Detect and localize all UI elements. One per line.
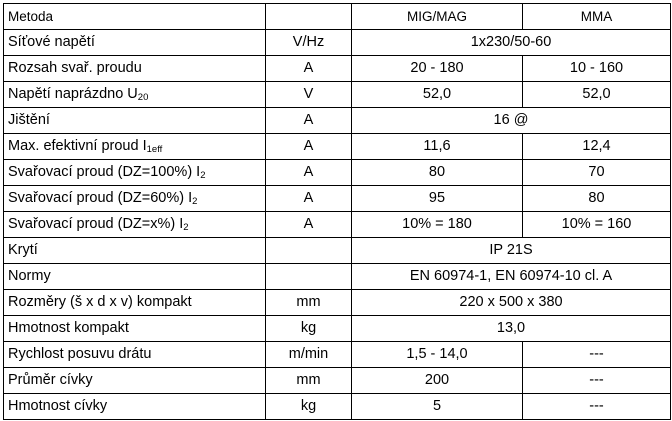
table-row xyxy=(4,82,671,108)
unit-cell: mm xyxy=(266,290,352,316)
value-cell-mig-mag: 10% = 180 xyxy=(352,212,523,238)
table-row xyxy=(4,56,671,82)
unit-cell: A xyxy=(266,160,352,186)
param-label: Jištění xyxy=(8,112,50,128)
value-cell-mma: --- xyxy=(523,342,671,368)
table-row xyxy=(4,368,671,394)
table-row xyxy=(4,238,671,264)
value-cell-merged: EN 60974-1, EN 60974-10 cl. A xyxy=(352,264,671,290)
value-cell-merged: 16 @ xyxy=(352,108,671,134)
table-row xyxy=(4,160,671,186)
header-mig-mag-cell: MIG/MAG xyxy=(352,4,523,30)
param-cell xyxy=(4,134,266,160)
unit-cell: A xyxy=(266,134,352,160)
unit-cell: V xyxy=(266,82,352,108)
spec-table xyxy=(3,3,671,420)
value-cell-merged: IP 21S xyxy=(352,238,671,264)
param-cell xyxy=(4,82,266,108)
param-label: Svařovací proud (DZ=x%) I xyxy=(8,216,184,232)
spec-table-container xyxy=(3,3,671,420)
value-cell-mig-mag: 1,5 - 14,0 xyxy=(352,342,523,368)
value-cell-mig-mag: 80 xyxy=(352,160,523,186)
unit-cell xyxy=(266,264,352,290)
value-cell-mma: 80 xyxy=(523,186,671,212)
param-cell xyxy=(4,368,266,394)
table-row xyxy=(4,134,671,160)
param-subscript: 2 xyxy=(183,222,189,233)
value-cell-mma: 70 xyxy=(523,160,671,186)
param-label: Krytí xyxy=(8,242,38,258)
value-cell-mma: 52,0 xyxy=(523,82,671,108)
param-cell xyxy=(4,108,266,134)
unit-cell: A xyxy=(266,56,352,82)
value-cell-mma: 10% = 160 xyxy=(523,212,671,238)
param-label: Rychlost posuvu drátu xyxy=(8,346,152,362)
unit-cell: m/min xyxy=(266,342,352,368)
param-label: Svařovací proud (DZ=100%) I xyxy=(8,164,201,180)
param-cell xyxy=(4,160,266,186)
value-cell-merged: 1x230/50-60 xyxy=(352,30,671,56)
param-cell xyxy=(4,264,266,290)
unit-cell: kg xyxy=(266,394,352,420)
param-cell xyxy=(4,186,266,212)
unit-cell: V/Hz xyxy=(266,30,352,56)
value-cell-mig-mag: 20 - 180 xyxy=(352,56,523,82)
param-label: Hmotnost cívky xyxy=(8,398,108,414)
unit-cell: A xyxy=(266,212,352,238)
param-subscript: 2 xyxy=(200,170,206,181)
header-mma-cell: MMA xyxy=(523,4,671,30)
value-cell-mig-mag: 95 xyxy=(352,186,523,212)
param-cell xyxy=(4,290,266,316)
header-param-cell: Metoda xyxy=(4,4,266,30)
unit-cell: A xyxy=(266,108,352,134)
param-label: Průměr cívky xyxy=(8,372,93,388)
param-label: Hmotnost kompakt xyxy=(8,320,129,336)
unit-cell: A xyxy=(266,186,352,212)
param-cell xyxy=(4,394,266,420)
value-cell-merged: 13,0 xyxy=(352,316,671,342)
table-row xyxy=(4,316,671,342)
param-label: Rozměry (š x d x v) kompakt xyxy=(8,294,192,310)
value-cell-mma: 10 - 160 xyxy=(523,56,671,82)
table-row xyxy=(4,290,671,316)
unit-cell: mm xyxy=(266,368,352,394)
param-cell xyxy=(4,212,266,238)
param-subscript: 1eff xyxy=(146,144,163,155)
param-cell xyxy=(4,342,266,368)
param-label: Normy xyxy=(8,268,51,284)
param-label: Síťové napětí xyxy=(8,34,95,50)
value-cell-mig-mag: 5 xyxy=(352,394,523,420)
table-row xyxy=(4,186,671,212)
param-label: Napětí naprázdno U xyxy=(8,86,138,102)
table-row xyxy=(4,30,671,56)
param-label: Rozsah svař. proudu xyxy=(8,60,142,76)
param-cell xyxy=(4,30,266,56)
value-cell-mig-mag: 52,0 xyxy=(352,82,523,108)
table-row xyxy=(4,342,671,368)
table-row xyxy=(4,212,671,238)
unit-cell xyxy=(266,238,352,264)
value-cell-mig-mag: 11,6 xyxy=(352,134,523,160)
table-row xyxy=(4,394,671,420)
table-row xyxy=(4,108,671,134)
spec-table-body xyxy=(4,4,671,420)
param-cell xyxy=(4,56,266,82)
param-cell xyxy=(4,238,266,264)
table-row xyxy=(4,264,671,290)
value-cell-mma: --- xyxy=(523,394,671,420)
param-label: Svařovací proud (DZ=60%) I xyxy=(8,190,193,206)
table-header-row xyxy=(4,4,671,30)
value-cell-mma: --- xyxy=(523,368,671,394)
param-subscript: 20 xyxy=(137,92,149,103)
param-label: Max. efektivní proud I xyxy=(8,138,147,154)
param-subscript: 2 xyxy=(192,196,198,207)
value-cell-mma: 12,4 xyxy=(523,134,671,160)
header-unit-cell xyxy=(266,4,352,30)
param-cell xyxy=(4,316,266,342)
value-cell-merged: 220 x 500 x 380 xyxy=(352,290,671,316)
value-cell-mig-mag: 200 xyxy=(352,368,523,394)
unit-cell: kg xyxy=(266,316,352,342)
